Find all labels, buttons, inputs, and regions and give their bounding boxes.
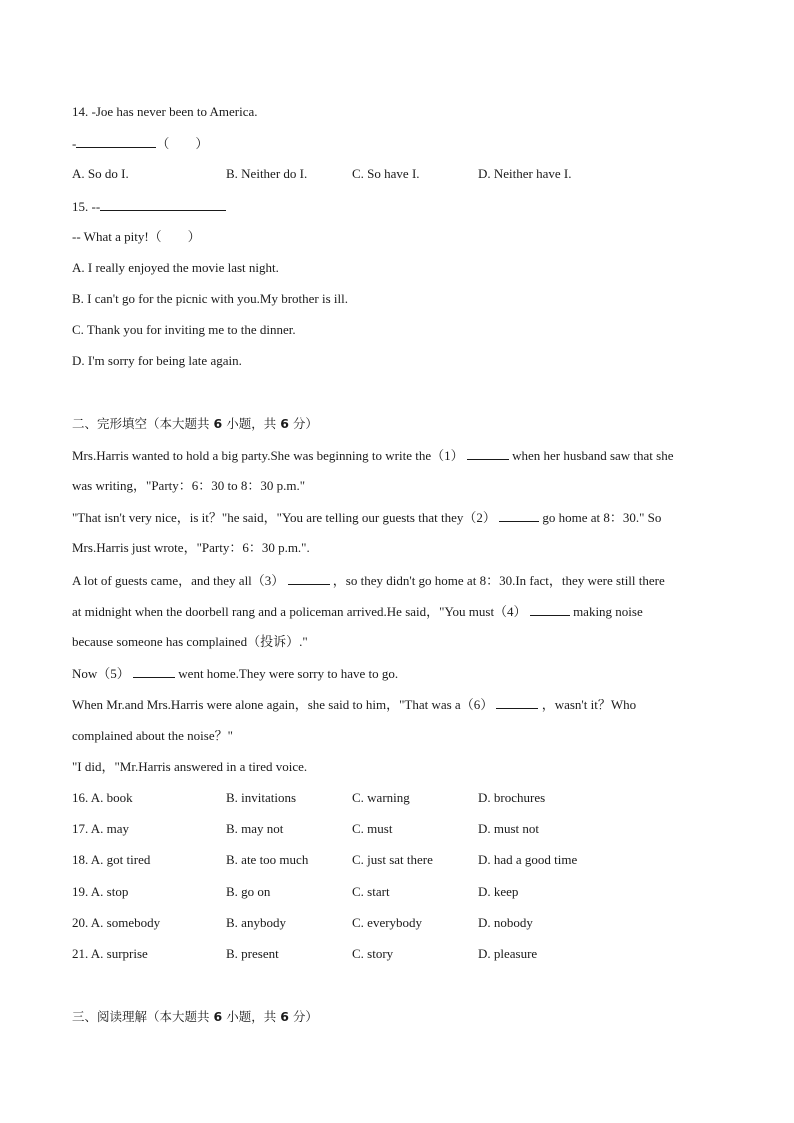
passage-line-11: "I did，"Mr.Harris answered in a tired voice. [72, 759, 308, 774]
q14-blank[interactable] [76, 135, 156, 148]
q16-option-d[interactable]: D. brochures [478, 790, 546, 805]
passage-text: ，so they didn't go home at 8：30.In fact，they were still there [332, 573, 665, 588]
q17-option-b[interactable]: B. may not [226, 821, 284, 836]
cloze-blank-3[interactable] [288, 572, 330, 585]
section3-heading [72, 1009, 318, 1025]
cloze-blank-6[interactable] [496, 696, 538, 709]
q19-option-a[interactable]: 19. A. stop [72, 884, 129, 899]
q14-option-a[interactable]: A. So do I. [72, 166, 129, 181]
passage-line-6 [72, 603, 643, 620]
section2-heading-part-c: 分） [292, 416, 318, 431]
passage-text: A lot of guests came，and they all（3） [72, 573, 285, 588]
section3-heading-part-b: 小题，共 [226, 1009, 277, 1024]
passage-line-3 [72, 509, 661, 526]
q14-answer-prefix: - [72, 136, 77, 151]
q20-option-c[interactable]: C. everybody [352, 915, 423, 930]
passage-line-8 [72, 665, 398, 682]
q17-option-d[interactable]: D. must not [478, 821, 540, 836]
section3-heading-part-a: 三、阅读理解（本大题共 [72, 1009, 210, 1024]
q14-stem: 14. -Joe has never been to America. [72, 104, 258, 119]
q14-answer-line [72, 135, 208, 152]
passage-line-9 [72, 696, 636, 713]
passage-text: When Mr.and Mrs.Harris were alone again，she said to him，"That was a（6） [72, 697, 494, 712]
section2-heading-part-b: 小题，共 [226, 416, 277, 431]
passage-line-1 [72, 447, 674, 464]
q21-option-b[interactable]: B. present [226, 946, 279, 961]
passage-text: go home at 8：30." So [542, 510, 662, 525]
q15-option-d[interactable]: D. I'm sorry for being late again. [72, 353, 242, 368]
section2-score: 6 [280, 416, 289, 431]
q18-option-b[interactable]: B. ate too much [226, 852, 309, 867]
passage-text: when her husband saw that she [512, 448, 674, 463]
cloze-blank-4[interactable] [530, 603, 570, 616]
section2-question-count: 6 [213, 416, 223, 431]
section2-heading [72, 416, 318, 432]
passage-text: "That isn't very nice，is it？"he said，"You are telling our guests that they（2） [72, 510, 496, 525]
cloze-blank-5[interactable] [133, 665, 175, 678]
q15-option-b[interactable]: B. I can't go for the picnic with you.My brother is ill. [72, 291, 349, 306]
q14-option-c[interactable]: C. So have I. [352, 166, 420, 181]
q14-option-d[interactable]: D. Neither have I. [478, 166, 572, 181]
q21-option-c[interactable]: C. story [352, 946, 394, 961]
q15-option-c[interactable]: C. Thank you for inviting me to the dinner. [72, 322, 296, 337]
passage-line-2: was writing，"Party：6：30 to 8：30 p.m." [72, 478, 306, 493]
q15-option-a[interactable]: A. I really enjoyed the movie last night. [72, 260, 279, 275]
passage-text: making noise [573, 604, 643, 619]
q16-option-b[interactable]: B. invitations [226, 790, 297, 805]
q19-option-c[interactable]: C. start [352, 884, 390, 899]
q21-option-a[interactable]: 21. A. surprise [72, 946, 148, 961]
section3-question-count: 6 [213, 1009, 223, 1024]
q15-stem [72, 198, 226, 215]
passage-text: went home.They were sorry to have to go. [178, 666, 399, 681]
passage-line-5 [72, 572, 665, 589]
passage-line-7: because someone has complained（投诉）." [72, 634, 308, 649]
q14-option-b[interactable]: B. Neither do I. [226, 166, 308, 181]
passage-line-4: Mrs.Harris just wrote，"Party：6：30 p.m.". [72, 540, 310, 555]
q20-option-b[interactable]: B. anybody [226, 915, 286, 930]
section3-score: 6 [280, 1009, 289, 1024]
q15-blank[interactable] [100, 198, 226, 211]
q18-option-d[interactable]: D. had a good time [478, 852, 578, 867]
passage-text: ，wasn't it？Who [541, 697, 637, 712]
q21-option-d[interactable]: D. pleasure [478, 946, 538, 961]
q16-option-a[interactable]: 16. A. book [72, 790, 133, 805]
q15-stem-prefix: 15. -- [72, 199, 101, 214]
section2-heading-part-a: 二、完形填空（本大题共 [72, 416, 210, 431]
passage-text: Mrs.Harris wanted to hold a big party.She was beginning to write the（1） [72, 448, 464, 463]
cloze-blank-2[interactable] [499, 509, 539, 522]
q18-option-a[interactable]: 18. A. got tired [72, 852, 151, 867]
q15-reply: -- What a pity!（ ） [72, 229, 201, 244]
q17-option-a[interactable]: 17. A. may [72, 821, 130, 836]
passage-text: at midnight when the doorbell rang and a policeman arrived.He said，"You must（4） [72, 604, 527, 619]
q19-option-b[interactable]: B. go on [226, 884, 271, 899]
passage-text: Now（5） [72, 666, 130, 681]
q18-option-c[interactable]: C. just sat there [352, 852, 433, 867]
q20-option-d[interactable]: D. nobody [478, 915, 533, 930]
cloze-blank-1[interactable] [467, 447, 509, 460]
section3-heading-part-c: 分） [292, 1009, 318, 1024]
q17-option-c[interactable]: C. must [352, 821, 393, 836]
q14-paren: （ ） [156, 136, 209, 151]
q19-option-d[interactable]: D. keep [478, 884, 519, 899]
q20-option-a[interactable]: 20. A. somebody [72, 915, 161, 930]
q16-option-c[interactable]: C. warning [352, 790, 410, 805]
passage-line-10: complained about the noise？" [72, 728, 233, 743]
